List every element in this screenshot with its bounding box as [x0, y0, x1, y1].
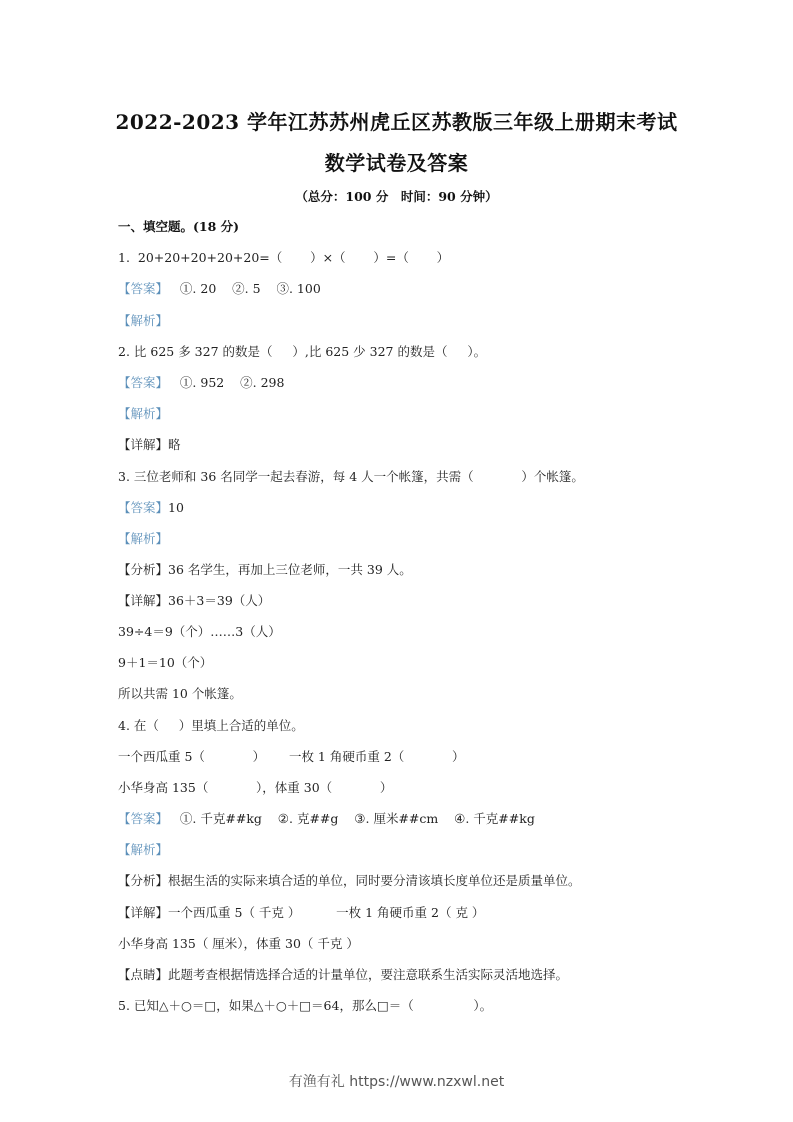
question-3-analysis-row	[118, 531, 168, 547]
question-2-detail: 略	[168, 437, 181, 452]
question-4-answer: ①. 千克##kg ②. 克##g ③. 厘米##cm ④. 千克##kg	[168, 811, 535, 826]
question-1-answer: ①. 20 ②. 5 ③. 100	[168, 281, 321, 296]
question-3-answer-row	[118, 500, 184, 516]
fenxi-tag: 【分析】	[118, 562, 169, 577]
document-subtitle: （总分：100 分 时间：90 分钟）	[295, 189, 498, 204]
question-3-fenxi: 36 名学生，再加上三位老师，一共 39 人。	[168, 562, 412, 577]
analysis-tag: 【解析】	[118, 842, 169, 857]
question-3-detail-row	[118, 593, 270, 609]
question-4-answer-row	[118, 811, 535, 827]
section-heading: 一、填空题。(18 分)	[118, 219, 240, 234]
question-2-detail-row	[118, 437, 181, 453]
question-3-fenxi-row	[118, 562, 412, 578]
detail-tag: 【详解】	[118, 905, 169, 920]
question-4-analysis-row	[118, 842, 168, 858]
fenxi-tag: 【分析】	[118, 873, 169, 888]
detail-tag: 【详解】	[118, 437, 169, 452]
question-4-dianjing-row	[118, 967, 568, 983]
question-4-detail-row	[118, 905, 484, 921]
answer-tag: 【答案】	[118, 500, 169, 515]
answer-tag: 【答案】	[118, 811, 169, 826]
document-title-line2: 数学试卷及答案	[324, 151, 469, 175]
question-2-answer-row	[118, 375, 284, 391]
question-3-step-3: 所以共需 10 个帐篷。	[118, 686, 242, 701]
question-4-detail-line-2: 小华身高 135（ 厘米），体重 30（ 千克 ）	[118, 936, 359, 951]
analysis-tag: 【解析】	[118, 313, 169, 328]
question-3-answer: 10	[168, 500, 184, 515]
dianjing-tag: 【点睛】	[118, 967, 169, 982]
question-3-step-2: 9＋1＝10（个）	[118, 655, 213, 670]
answer-tag: 【答案】	[118, 281, 169, 296]
question-3-stem: 3. 三位老师和 36 名同学一起去春游，每 4 人一个帐篷，共需（ ）个帐篷。	[118, 469, 584, 484]
question-4-line-2: 一个西瓜重 5（ ） 一枚 1 角硬币重 2（ ）	[118, 749, 465, 764]
analysis-tag: 【解析】	[118, 406, 169, 421]
analysis-tag: 【解析】	[118, 531, 169, 546]
detail-tag: 【详解】	[118, 593, 169, 608]
question-1-answer-row	[118, 281, 321, 297]
question-4-detail: 一个西瓜重 5（ 千克 ） 一枚 1 角硬币重 2（ 克 ）	[168, 905, 485, 920]
question-2-analysis-row	[118, 406, 168, 422]
answer-tag: 【答案】	[118, 375, 169, 390]
question-3-detail: 36＋3＝39（人）	[168, 593, 271, 608]
footer-watermark: 有渔有礼 https://www.nzxwl.net	[288, 1074, 505, 1090]
question-2-stem: 2. 比 625 多 327 的数是（ ）,比 625 少 327 的数是（ ）。	[118, 344, 487, 359]
question-5-stem: 5. 已知△＋○＝□，如果△＋○＋□＝64，那么□＝（ ）。	[118, 998, 493, 1013]
question-4-line-3: 小华身高 135（ ），体重 30（ ）	[118, 780, 393, 795]
question-4-stem: 4. 在（ ）里填上合适的单位。	[118, 718, 304, 733]
question-2-answer: ①. 952 ②. 298	[168, 375, 285, 390]
question-4-dianjing: 此题考查根据情选择合适的计量单位，要注意联系生活实际灵活地选择。	[168, 967, 569, 982]
question-3-step-1: 39÷4＝9（个）……3（人）	[118, 624, 281, 639]
document-title-line1: 2022-2023 学年江苏苏州虎丘区苏教版三年级上册期末考试	[115, 110, 678, 134]
question-1-stem: 1. 20+20+20+20+20=（ ）×（ ）=（ ）	[118, 250, 450, 265]
question-4-fenxi-row	[118, 873, 581, 889]
question-4-fenxi: 根据生活的实际来填合适的单位，同时要分清该填长度单位还是质量单位。	[168, 873, 581, 888]
question-1-analysis-row	[118, 313, 168, 329]
